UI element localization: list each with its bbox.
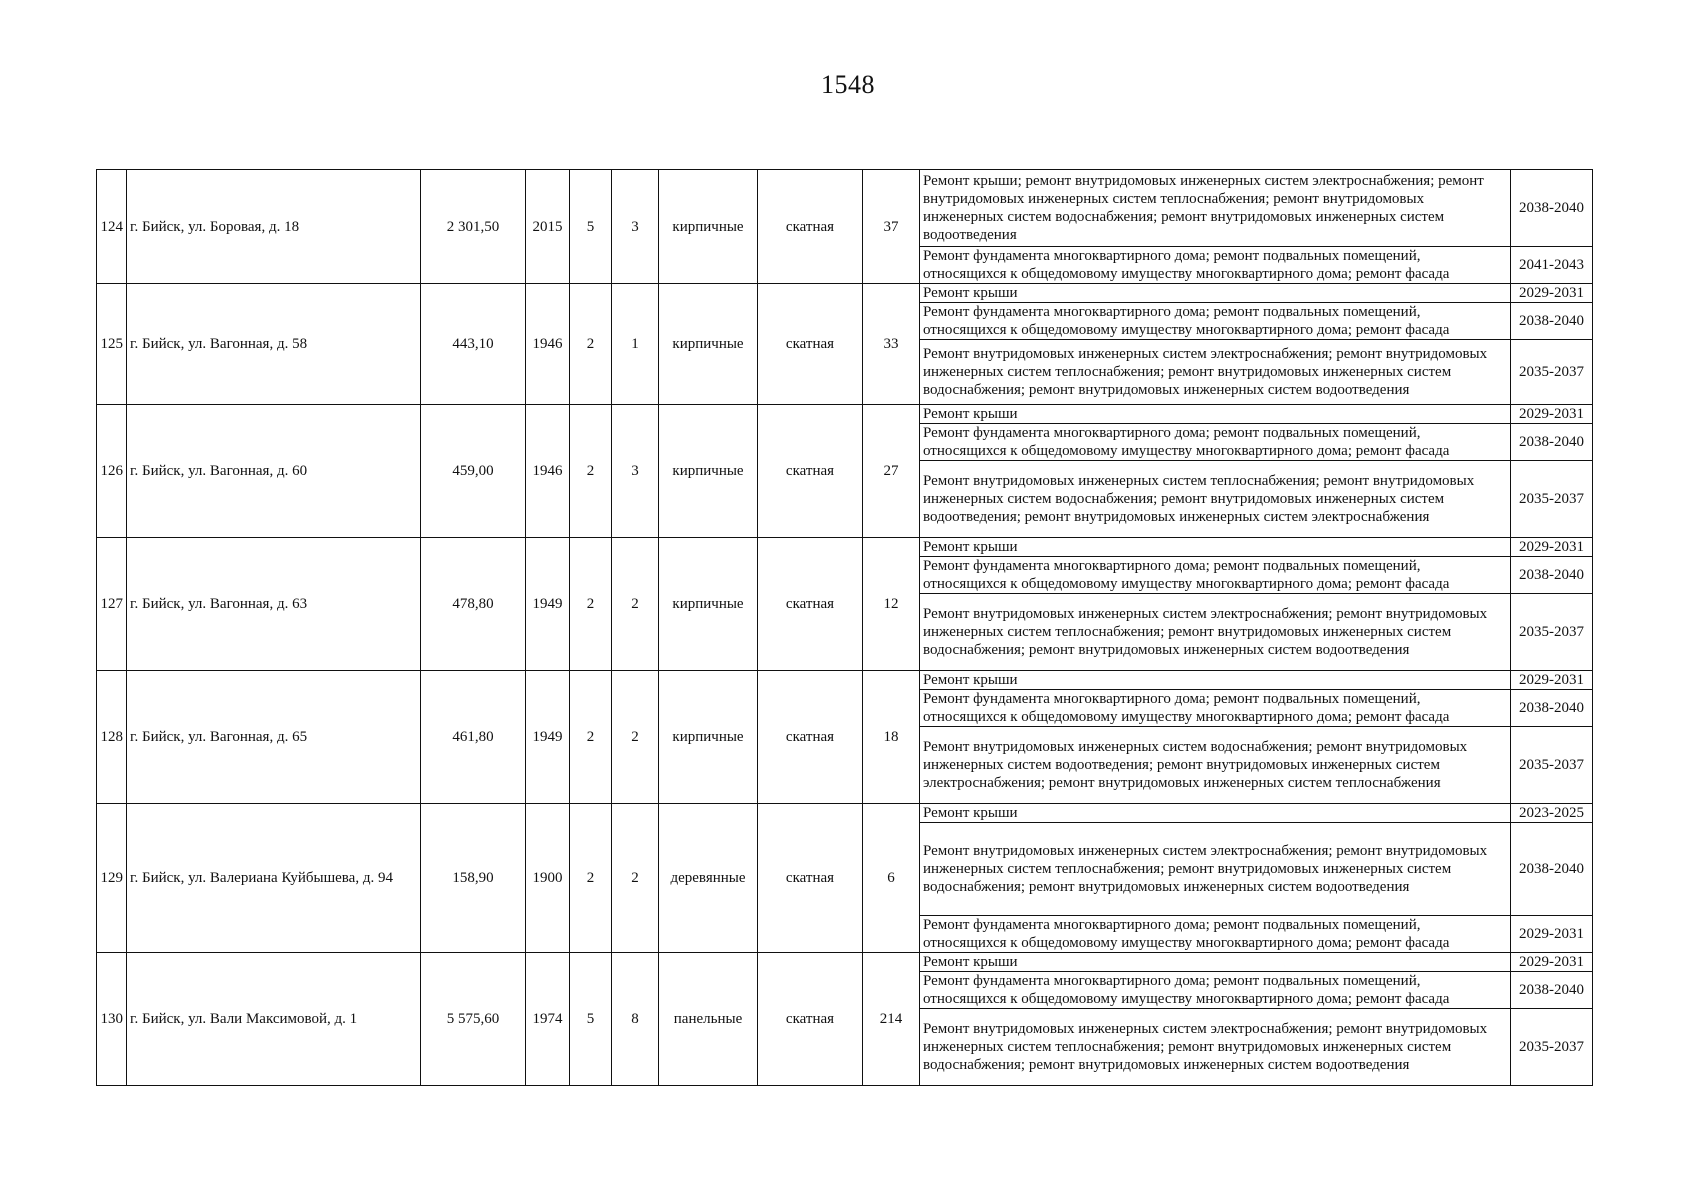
area-cell: 2 301,50 <box>421 170 526 284</box>
row-number: 127 <box>97 538 127 671</box>
address-cell: г. Бийск, ул. Валериана Куйбышева, д. 94 <box>127 804 421 953</box>
work-period-cell: 2035-2037 <box>1511 461 1593 538</box>
work-description-cell: Ремонт внутридомовых инженерных систем электроснабжения; ремонт внутридомовых инженерных систем теплоснабжения; ремонт внутридомовых инженерных систем водоснабжения; ремонт внутридомовых инженерных систем водоотведения <box>920 1009 1511 1086</box>
floors-cell: 2 <box>570 284 612 405</box>
address-cell: г. Бийск, ул. Вагонная, д. 60 <box>127 405 421 538</box>
work-period-cell: 2029-2031 <box>1511 916 1593 953</box>
table-row <box>97 804 1593 823</box>
apartments-cell: 27 <box>863 405 920 538</box>
work-period-cell: 2038-2040 <box>1511 690 1593 727</box>
floors-cell: 2 <box>570 538 612 671</box>
work-description-cell: Ремонт внутридомовых инженерных систем электроснабжения; ремонт внутридомовых инженерных систем теплоснабжения; ремонт внутридомовых инженерных систем водоснабжения; ремонт внутридомовых инженерных систем водоотведения <box>920 340 1511 405</box>
entrances-cell: 1 <box>612 284 659 405</box>
entrances-cell: 2 <box>612 804 659 953</box>
apartments-cell: 37 <box>863 170 920 284</box>
work-description-cell: Ремонт фундамента многоквартирного дома; ремонт подвальных помещений, относящихся к общедомовому имуществу многоквартирного дома; ремонт фасада <box>920 247 1511 284</box>
roof-type-cell: скатная <box>758 538 863 671</box>
row-number: 126 <box>97 405 127 538</box>
roof-type-cell: скатная <box>758 671 863 804</box>
address-cell: г. Бийск, ул. Боровая, д. 18 <box>127 170 421 284</box>
work-description-cell: Ремонт фундамента многоквартирного дома; ремонт подвальных помещений, относящихся к общедомовому имуществу многоквартирного дома; ремонт фасада <box>920 690 1511 727</box>
area-cell: 443,10 <box>421 284 526 405</box>
work-period-cell: 2023-2025 <box>1511 804 1593 823</box>
floors-cell: 5 <box>570 953 612 1086</box>
entrances-cell: 2 <box>612 538 659 671</box>
area-cell: 461,80 <box>421 671 526 804</box>
entrances-cell: 8 <box>612 953 659 1086</box>
work-description-cell: Ремонт крыши <box>920 804 1511 823</box>
address-cell: г. Бийск, ул. Вагонная, д. 63 <box>127 538 421 671</box>
work-description-cell: Ремонт внутридомовых инженерных систем теплоснабжения; ремонт внутридомовых инженерных систем водоснабжения; ремонт внутридомовых инженерных систем водоотведения; ремонт внутридомовых инженерных систем электроснабжения <box>920 461 1511 538</box>
row-number: 130 <box>97 953 127 1086</box>
work-description-cell: Ремонт фундамента многоквартирного дома; ремонт подвальных помещений, относящихся к общедомовому имуществу многоквартирного дома; ремонт фасада <box>920 557 1511 594</box>
row-number: 125 <box>97 284 127 405</box>
roof-type-cell: скатная <box>758 804 863 953</box>
work-period-cell: 2038-2040 <box>1511 557 1593 594</box>
work-period-cell: 2035-2037 <box>1511 727 1593 804</box>
work-description-cell: Ремонт фундамента многоквартирного дома; ремонт подвальных помещений, относящихся к общедомовому имуществу многоквартирного дома; ремонт фасада <box>920 424 1511 461</box>
year-cell: 1900 <box>526 804 570 953</box>
work-description-cell: Ремонт внутридомовых инженерных систем электроснабжения; ремонт внутридомовых инженерных систем теплоснабжения; ремонт внутридомовых инженерных систем водоснабжения; ремонт внутридомовых инженерных систем водоотведения <box>920 823 1511 916</box>
address-cell: г. Бийск, ул. Вагонная, д. 58 <box>127 284 421 405</box>
wall-material-cell: кирпичные <box>659 538 758 671</box>
repair-schedule-table <box>96 169 1593 1086</box>
floors-cell: 2 <box>570 405 612 538</box>
work-period-cell: 2035-2037 <box>1511 340 1593 405</box>
entrances-cell: 3 <box>612 170 659 284</box>
row-number: 129 <box>97 804 127 953</box>
wall-material-cell: кирпичные <box>659 284 758 405</box>
year-cell: 1974 <box>526 953 570 1086</box>
year-cell: 2015 <box>526 170 570 284</box>
work-description-cell: Ремонт крыши <box>920 284 1511 303</box>
work-description-cell: Ремонт внутридомовых инженерных систем водоснабжения; ремонт внутридомовых инженерных систем водоотведения; ремонт внутридомовых инженерных систем электроснабжения; ремонт внутридомовых инженерных систем теплоснабжения <box>920 727 1511 804</box>
wall-material-cell: кирпичные <box>659 405 758 538</box>
work-period-cell: 2029-2031 <box>1511 671 1593 690</box>
year-cell: 1946 <box>526 284 570 405</box>
table-row <box>97 953 1593 972</box>
year-cell: 1949 <box>526 671 570 804</box>
apartments-cell: 214 <box>863 953 920 1086</box>
roof-type-cell: скатная <box>758 405 863 538</box>
row-number: 128 <box>97 671 127 804</box>
work-description-cell: Ремонт фундамента многоквартирного дома; ремонт подвальных помещений, относящихся к общедомовому имуществу многоквартирного дома; ремонт фасада <box>920 303 1511 340</box>
table-row <box>97 405 1593 424</box>
area-cell: 459,00 <box>421 405 526 538</box>
work-period-cell: 2035-2037 <box>1511 1009 1593 1086</box>
work-period-cell: 2029-2031 <box>1511 538 1593 557</box>
floors-cell: 5 <box>570 170 612 284</box>
work-description-cell: Ремонт крыши <box>920 538 1511 557</box>
work-period-cell: 2029-2031 <box>1511 953 1593 972</box>
roof-type-cell: скатная <box>758 170 863 284</box>
apartments-cell: 6 <box>863 804 920 953</box>
work-description-cell: Ремонт фундамента многоквартирного дома; ремонт подвальных помещений, относящихся к общедомовому имуществу многоквартирного дома; ремонт фасада <box>920 916 1511 953</box>
wall-material-cell: кирпичные <box>659 170 758 284</box>
page-number: 1548 <box>821 70 875 99</box>
work-period-cell: 2029-2031 <box>1511 284 1593 303</box>
table-row <box>97 170 1593 247</box>
work-period-cell: 2029-2031 <box>1511 405 1593 424</box>
roof-type-cell: скатная <box>758 284 863 405</box>
roof-type-cell: скатная <box>758 953 863 1086</box>
work-description-cell: Ремонт крыши <box>920 953 1511 972</box>
work-period-cell: 2038-2040 <box>1511 424 1593 461</box>
entrances-cell: 3 <box>612 405 659 538</box>
work-description-cell: Ремонт крыши <box>920 405 1511 424</box>
apartments-cell: 33 <box>863 284 920 405</box>
work-period-cell: 2038-2040 <box>1511 972 1593 1009</box>
table-body <box>97 170 1593 1086</box>
address-cell: г. Бийск, ул. Вагонная, д. 65 <box>127 671 421 804</box>
floors-cell: 2 <box>570 671 612 804</box>
work-description-cell: Ремонт крыши <box>920 671 1511 690</box>
area-cell: 158,90 <box>421 804 526 953</box>
year-cell: 1946 <box>526 405 570 538</box>
floors-cell: 2 <box>570 804 612 953</box>
wall-material-cell: кирпичные <box>659 671 758 804</box>
year-cell: 1949 <box>526 538 570 671</box>
table-row <box>97 538 1593 557</box>
work-description-cell: Ремонт внутридомовых инженерных систем электроснабжения; ремонт внутридомовых инженерных систем теплоснабжения; ремонт внутридомовых инженерных систем водоснабжения; ремонт внутридомовых инженерных систем водоотведения <box>920 594 1511 671</box>
work-period-cell: 2038-2040 <box>1511 823 1593 916</box>
table-row <box>97 671 1593 690</box>
work-period-cell: 2038-2040 <box>1511 170 1593 247</box>
entrances-cell: 2 <box>612 671 659 804</box>
table-row <box>97 284 1593 303</box>
work-description-cell: Ремонт фундамента многоквартирного дома; ремонт подвальных помещений, относящихся к общедомовому имуществу многоквартирного дома; ремонт фасада <box>920 972 1511 1009</box>
wall-material-cell: панельные <box>659 953 758 1086</box>
work-period-cell: 2041-2043 <box>1511 247 1593 284</box>
apartments-cell: 12 <box>863 538 920 671</box>
work-description-cell: Ремонт крыши; ремонт внутридомовых инженерных систем электроснабжения; ремонт внутридомовых инженерных систем теплоснабжения; ремонт внутридомовых инженерных систем водоснабжения; ремонт внутридомовых инженерных систем водоотведения <box>920 170 1511 247</box>
address-cell: г. Бийск, ул. Вали Максимовой, д. 1 <box>127 953 421 1086</box>
work-period-cell: 2035-2037 <box>1511 594 1593 671</box>
area-cell: 478,80 <box>421 538 526 671</box>
row-number: 124 <box>97 170 127 284</box>
apartments-cell: 18 <box>863 671 920 804</box>
area-cell: 5 575,60 <box>421 953 526 1086</box>
work-period-cell: 2038-2040 <box>1511 303 1593 340</box>
wall-material-cell: деревянные <box>659 804 758 953</box>
